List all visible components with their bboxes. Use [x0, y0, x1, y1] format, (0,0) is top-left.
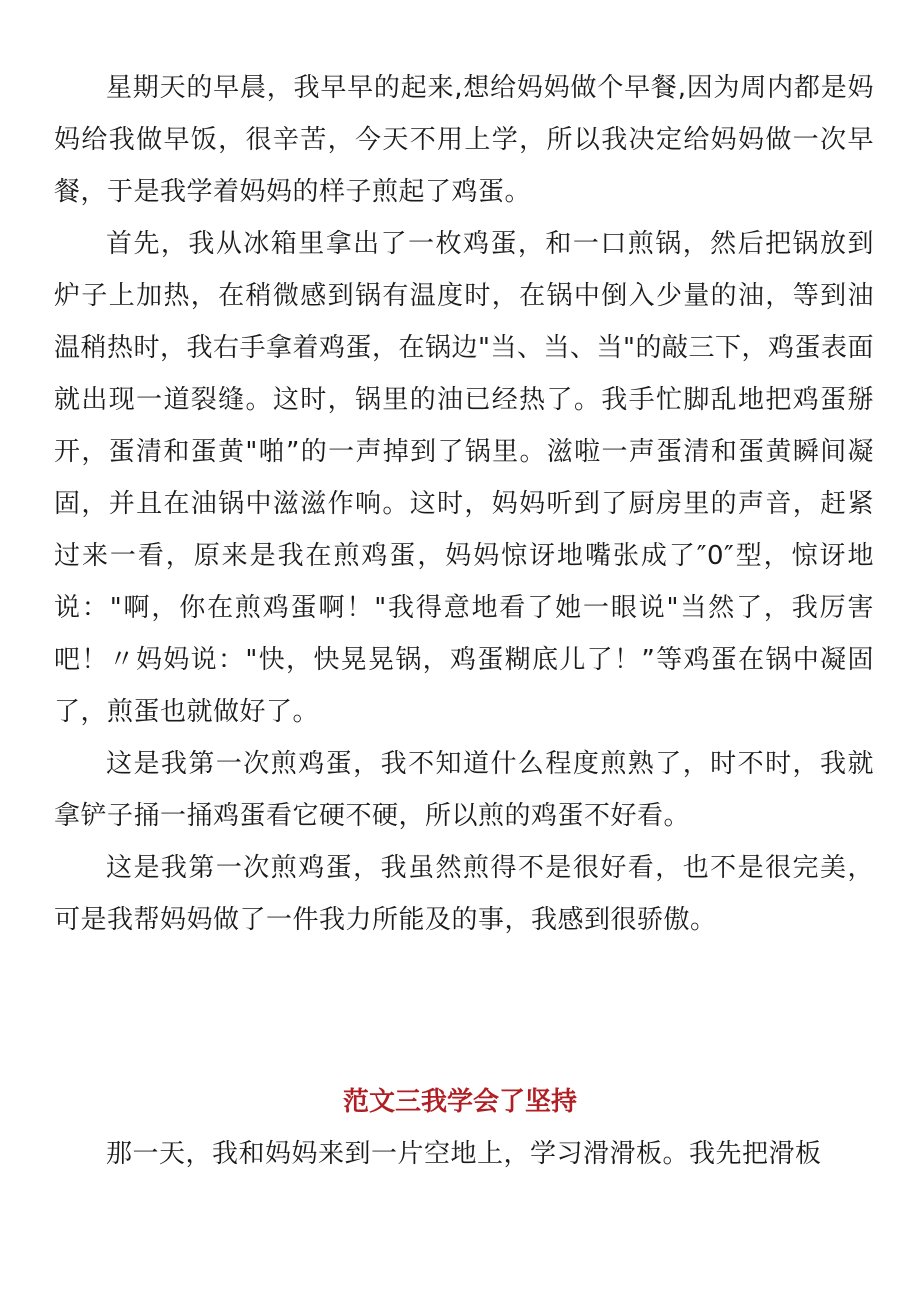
paragraph-2: 首先，我从冰箱里拿出了一枚鸡蛋，和一口煎锅，然后把锅放到炉子上加热，在稍微感到锅有温度时，在锅中倒入少量的油，等到油温稍热时，我右手拿着鸡蛋，在锅边"当、当、当"的敲三下，鸡蛋表面就出现一道裂缝。这时，锅里的油已经热了。我手忙脚乱地把鸡蛋掰开，蛋清和蛋黄"啪”的一声掉到了锅里。滋啦一声蛋清和蛋黄瞬间凝固，并且在油锅中滋滋作响。这时，妈妈听到了厨房里的声音，赶紧过来一看，原来是我在煎鸡蛋，妈妈惊讶地嘴张成了″0″型，惊讶地说："啊，你在煎鸡蛋啊！"我得意地看了她一眼说"当然了，我厉害吧！〃妈妈说："快，快晃晃锅，鸡蛋糊底儿了！”等鸡蛋在锅中凝固了，煎蛋也就做好了。 — [54, 229, 874, 727]
paragraph-3: 这是我第一次煎鸡蛋，我不知道什么程度煎熟了，时不时，我就拿铲子捅一捅鸡蛋看它硬不硬，所以煎的鸡蛋不好看。 — [54, 749, 874, 831]
section-paragraph-1: 那一天，我和妈妈来到一片空地上，学习滑滑板。我先把滑板 — [106, 1139, 822, 1169]
paragraph-1: 星期天的早晨，我早早的起来,想给妈妈做个早餐,因为周内都是妈妈给我做早饭，很辛苦，今天不用上学，所以我决定给妈妈做一次早餐，于是我学着妈妈的样子煎起了鸡蛋。 — [54, 73, 874, 207]
section-title: 范文三我学会了坚持 — [342, 1087, 577, 1117]
paragraph-4: 这是我第一次煎鸡蛋，我虽然煎得不是很好看，也不是很完美，可是我帮妈妈做了一件我力所能及的事，我感到很骄傲。 — [54, 853, 874, 935]
essay-body — [54, 62, 874, 946]
section-body — [54, 1128, 874, 1180]
